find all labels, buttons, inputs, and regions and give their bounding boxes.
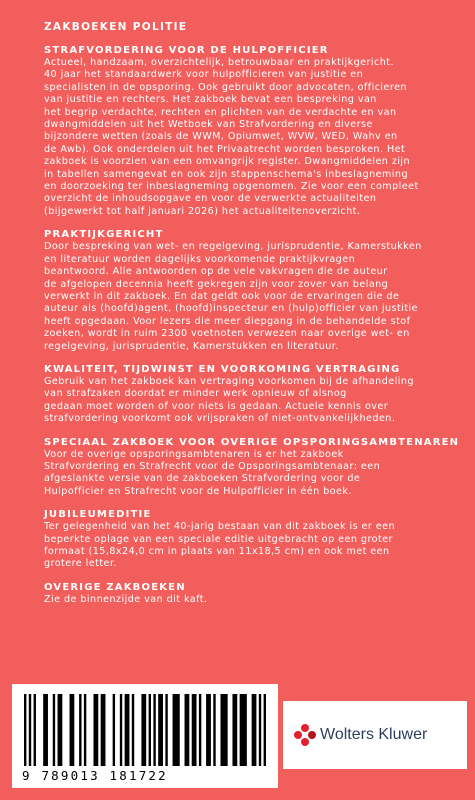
wolters-kluwer-logo-icon bbox=[293, 723, 317, 747]
section bbox=[44, 508, 462, 571]
barcode-bar bbox=[252, 694, 257, 766]
barcode-bar bbox=[206, 694, 211, 766]
publisher-name: Wolters Kluwer bbox=[320, 726, 428, 743]
section-body bbox=[44, 521, 462, 571]
body-line: in tabellen samengevat en ook zijn stappenschema's inbeslagneming bbox=[44, 168, 408, 180]
section bbox=[44, 363, 462, 426]
barcode-bar bbox=[101, 694, 106, 766]
body-line: Ter gelegenheid van het 40-jarig bestaan van dit zakboek is er een bbox=[44, 521, 396, 533]
body-line: de afgelopen decennia heeft gekregen zijn voor zover van belang bbox=[44, 278, 389, 290]
body-line: zakboek is voorzien van een omvangrijk register. Dwangmiddelen zijn bbox=[44, 156, 411, 168]
barcode-bar bbox=[220, 694, 227, 766]
body-line: van justitie en rechters. Het zakboek bevat een bespreking van bbox=[44, 94, 377, 106]
barcode-bar bbox=[43, 694, 48, 766]
barcode-bar bbox=[149, 694, 151, 766]
barcode-bar bbox=[79, 694, 81, 766]
barcode-bars bbox=[24, 694, 266, 766]
body-line: regelgeving, jurisprudentie, Kamerstukken en literatuur. bbox=[44, 340, 339, 352]
barcode bbox=[12, 684, 278, 788]
back-cover-text bbox=[44, 20, 462, 616]
publisher-logo-box bbox=[283, 701, 467, 769]
barcode-bar bbox=[93, 694, 98, 766]
body-line: dwangmiddelen uit het Wetboek van Strafvordering en diverse bbox=[44, 119, 373, 131]
body-line: bijzondere wetten (zoals de WWM, Opiumwet, WVW, WED, Wahv en bbox=[44, 131, 398, 143]
body-line: van strafzaken doordat er minder werk opnieuw of alsnog bbox=[44, 388, 347, 400]
body-line: formaat (15,8x24,0 cm in plaats van 11x18,5 cm) en ook met een bbox=[44, 546, 390, 557]
section bbox=[44, 581, 462, 606]
barcode-bar bbox=[173, 694, 180, 766]
body-line: Strafvordering en Strafrecht voor de Opsporingsambtenaar: een bbox=[44, 460, 381, 472]
section bbox=[44, 44, 462, 218]
barcode-bar bbox=[165, 694, 167, 766]
barcode-bar bbox=[158, 694, 163, 766]
isbn-number: 9 789013 181722 bbox=[22, 768, 168, 783]
body-line: specialisten in de opsporing. Ook gebruikt door advocaten, officieren bbox=[44, 81, 407, 93]
section-body bbox=[44, 241, 462, 353]
section bbox=[44, 436, 462, 499]
body-line: strafvordering voorkomt ook vrijspraken of niet-ontvankelijkheden. bbox=[44, 413, 396, 425]
barcode-bar bbox=[185, 694, 190, 766]
barcode-bar bbox=[259, 694, 261, 766]
body-line: en doorzoeking ter inbeslagneming opgenomen. Zie voor een compleet bbox=[44, 181, 419, 193]
barcode-bar bbox=[213, 694, 215, 766]
section-heading: KWALITEIT, TIJDWINST EN VOORKOMING VERTRAGING bbox=[44, 363, 401, 375]
section-heading: STRAFVORDERING VOOR DE HULPOFFICIER bbox=[44, 45, 329, 56]
body-line: Actueel, handzaam, overzichtelijk, betrouwbaar en praktijkgericht. bbox=[44, 57, 394, 68]
barcode-bar bbox=[240, 694, 247, 766]
barcode-bar bbox=[70, 694, 75, 766]
sections bbox=[44, 44, 462, 606]
section-heading: PRAKTIJKGERICHT bbox=[44, 229, 164, 241]
body-line: Hulpofficier en Strafrecht voor de Hulpofficier in één boek. bbox=[44, 485, 352, 497]
barcode-bar bbox=[232, 694, 237, 766]
body-line: zoeken, wordt in ruim 2300 voetnoten verwezen naar overige wet- en bbox=[44, 328, 410, 340]
section-heading: SPECIAAL ZAKBOEK VOOR OVERIGE OPSPORINGSAMBTENAREN bbox=[44, 436, 460, 448]
body-line: de Awb). Ook onderdelen uit het Privaatrecht worden besproken. Het bbox=[44, 143, 406, 155]
section-body bbox=[44, 449, 462, 499]
body-line: Zie de binnenzijde van dit kaft. bbox=[44, 593, 208, 605]
body-line: auteur als (hoofd)agent, (hoofd)inspecteur en (hulp)officier van justitie bbox=[44, 303, 418, 315]
body-line: grotere letter. bbox=[44, 558, 117, 570]
barcode-bar bbox=[58, 694, 63, 766]
section-body bbox=[44, 376, 462, 426]
section-body bbox=[44, 594, 462, 606]
body-line: beperkte oplage van een speciale editie uitgebracht op een groter bbox=[44, 533, 393, 545]
body-line: 40 jaar het standaardwerk voor hulpofficieren van justitie en bbox=[44, 69, 364, 81]
barcode-bar bbox=[113, 694, 115, 766]
barcode-bar bbox=[120, 694, 122, 766]
barcode-bar bbox=[84, 694, 86, 766]
section-heading: OVERIGE ZAKBOEKEN bbox=[44, 581, 186, 593]
body-line: Door bespreking van wet- en regelgeving, jurisprudentie, Kamerstukken bbox=[44, 241, 422, 253]
body-line: heeft opgedaan. Voor lezers die meer diepgang in de behandelde stof bbox=[44, 315, 411, 327]
body-line: beantwoord. Alle antwoorden op de vele vakvragen die de auteur bbox=[44, 266, 388, 278]
body-line: en literatuur worden dagelijks voorkomende praktijkvragen bbox=[44, 253, 356, 265]
series-title: ZAKBOEKEN POLITIE bbox=[44, 21, 188, 33]
barcode-bar bbox=[125, 694, 130, 766]
barcode-bar bbox=[29, 694, 31, 766]
barcode-bar bbox=[199, 694, 201, 766]
body-line: afgeslankte versie van de zakboeken Strafvordering voor de bbox=[44, 473, 361, 485]
body-line: Voor de overige opsporingsambtenaren is er het zakboek bbox=[44, 448, 344, 460]
barcode-bar bbox=[192, 694, 197, 766]
body-line: het begrip verdachte, rechten en plichten van de verdachte en van bbox=[44, 106, 397, 118]
barcode-bar bbox=[132, 694, 134, 766]
barcode-bar bbox=[24, 694, 26, 766]
barcode-bar bbox=[53, 694, 55, 766]
barcode-bar bbox=[264, 694, 266, 766]
section-body bbox=[44, 57, 462, 218]
section-heading: JUBILEUMEDITIE bbox=[44, 509, 152, 521]
body-line: verwerkt in dit zakboek. En dat geldt ook voor de ervaringen die de bbox=[44, 290, 400, 302]
body-line: Gebruik van het zakboek kan vertraging voorkomen bij de afhandeling bbox=[44, 375, 414, 387]
barcode-bar bbox=[141, 694, 146, 766]
barcode-bar bbox=[34, 694, 36, 766]
section bbox=[44, 228, 462, 353]
body-line: gedaan moet worden of voor niets is gedaan. Actuele kennis over bbox=[44, 400, 389, 412]
barcode-bar bbox=[153, 694, 155, 766]
body-line: overzicht de inhoudsopgave en voor de verwerkte actualiteiten bbox=[44, 193, 377, 205]
body-line: (bijgewerkt tot half januari 2026) het actualiteitenoverzicht. bbox=[44, 205, 361, 217]
